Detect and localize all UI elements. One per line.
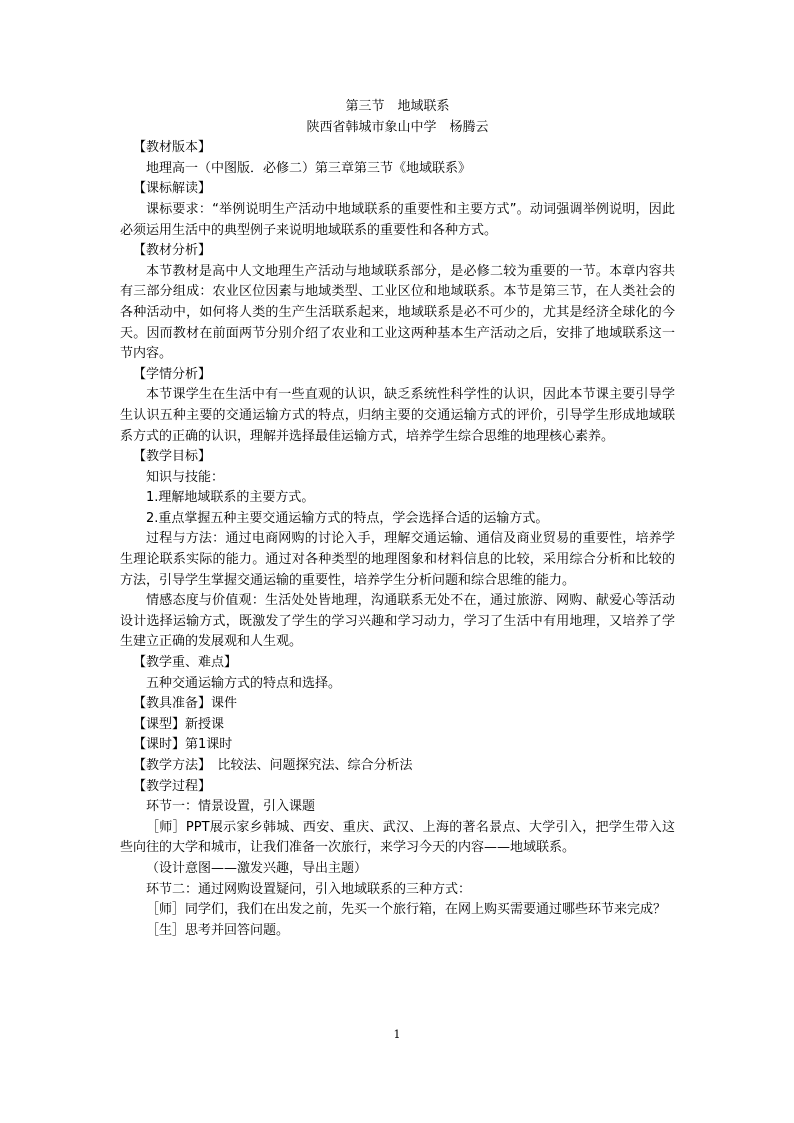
paragraph-design-intent: （设计意图——激发兴趣，导出主题）: [146, 860, 368, 876]
section-heading-student-analysis: 【学情分析】: [133, 366, 212, 382]
paragraph-student-analysis: 本节课学生在生活中有一些直观的认识，缺乏系统性科学性的认识，因此本节课主要引导学生认识五种主要的交通运输方式的特点，归纳主要的交通运输方式的评价，引导学生形成地域联系方式的正确的认识，理解并选择最佳运输方式，培养学生综合思维的地理核心素养。: [120, 387, 675, 444]
document-author: 陕西省韩城市象山中学 杨腾云: [306, 119, 489, 135]
list-item-objective-2: 2.重点掌握五种主要交通运输方式的特点，学会选择合适的运输方式。: [146, 510, 549, 526]
page-number: 1: [393, 1028, 401, 1041]
paragraph-knowledge-skills: 知识与技能：: [146, 469, 225, 485]
section-heading-teaching-aids: 【教具准备】课件: [133, 696, 238, 712]
paragraph-attitudes-values: 情感态度与价值观：生活处处皆地理，沟通联系无处不在，通过旅游、网购、献爱心等活动设计选择运输方式，既激发了学生的学习兴趣和学习动力，学习了生活中有用地理，又培养了学生建立正确的发展观和人生观。: [120, 593, 675, 650]
paragraph-key-points: 五种交通运输方式的特点和选择。: [146, 675, 342, 691]
paragraph-process-methods: 过程与方法：通过电商网购的讨论入手，理解交通运输、通信及商业贸易的重要性，培养学生理论联系实际的能力。通过对各种类型的地理图象和材料信息的比较，采用综合分析和比较的方法，引导学生掌握交通运输的重要性，培养学生分析问题和综合思维的能力。: [120, 531, 675, 588]
document-title: 第三节 地域联系: [345, 99, 450, 114]
paragraph-step-1: 环节一：情景设置，引入课题: [146, 799, 316, 815]
section-heading-teaching-methods: 【教学方法】 比较法、问题探究法、综合分析法: [133, 758, 413, 773]
document-body: [120, 97, 675, 941]
paragraph-step-2: 环节二：通过网购设置疑问，引入地域联系的三种方式：: [146, 881, 472, 897]
section-heading-edition: 【教材版本】: [133, 140, 212, 156]
list-item-objective-1: 1.理解地域联系的主要方式。: [146, 490, 315, 506]
paragraph-teacher-1: ［师］PPT展示家乡韩城、西安、重庆、武汉、上海的著名景点、大学引入，把学生带入这些向往的大学和城市，让我们准备一次旅行，来学习今天的内容——地域联系。: [120, 819, 675, 856]
paragraph-edition: 地理高一（中图版．必修二）第三章第三节《地域联系》: [146, 160, 472, 176]
paragraph-textbook-analysis: 本节教材是高中人文地理生产活动与地域联系部分，是必修二较为重要的一节。本章内容共有三部分组成：农业区位因素与地域类型、工业区位和地域联系。本节是第三节，在人类社会的各种活动中，如何将人类的生产生活联系起来，地域联系是必不可少的，尤其是经济全球化的今天。因而教材在前面两节分别介绍了农业和工业这两种基本生产活动之后，安排了地域联系这一节内容。: [120, 263, 675, 362]
section-heading-key-points: 【教学重、难点】: [133, 655, 238, 671]
section-heading-class-hours: 【课时】第1课时: [133, 737, 233, 753]
paragraph-teacher-2: ［师］同学们，我们在出发之前，先买一个旅行箱，在网上购买需要通过哪些环节来完成？: [146, 902, 667, 918]
section-heading-teaching-process: 【教学过程】: [133, 778, 212, 794]
paragraph-standard: 课标要求：“举例说明生产活动中地域联系的重要性和主要方式”。动词强调举例说明，因此必须运用生活中的典型例子来说明地域联系的重要性和各种方式。: [120, 201, 675, 238]
section-heading-objectives: 【教学目标】: [133, 449, 212, 465]
paragraph-student-1: ［生］思考并回答问题。: [146, 922, 290, 938]
section-heading-standard: 【课标解读】: [133, 181, 212, 197]
section-heading-textbook-analysis: 【教材分析】: [133, 243, 212, 259]
section-heading-lesson-type: 【课型】新授课: [133, 716, 225, 732]
